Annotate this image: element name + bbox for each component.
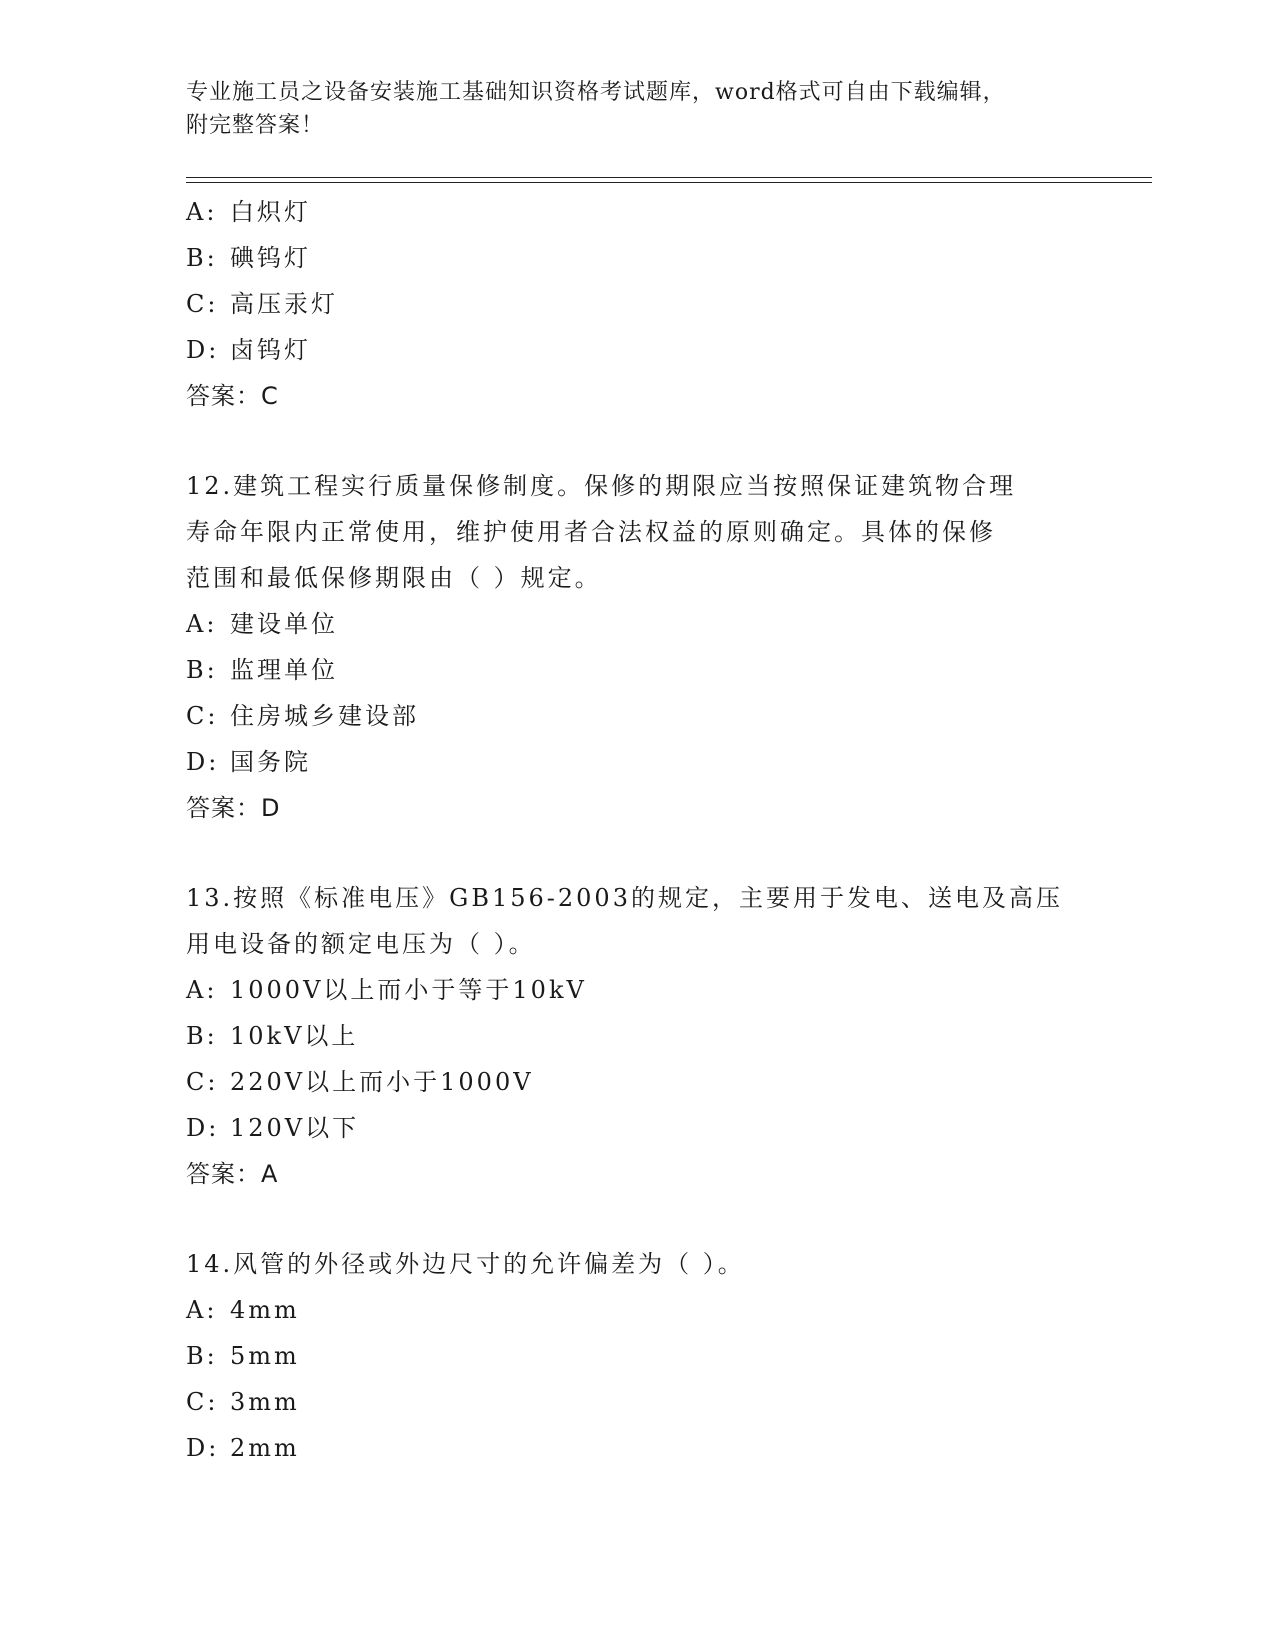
answer-line: 答案：A — [186, 1160, 279, 1188]
option-d: D: 120V以下 — [186, 1114, 360, 1142]
option-b: B: 5mm — [186, 1342, 300, 1370]
question-13 — [186, 875, 1086, 1197]
question-text-line: 14.风管的外径或外边尺寸的允许偏差为（ ）。 — [186, 1250, 745, 1278]
option-b: B: 监理单位 — [186, 656, 338, 684]
option-a: A: 4mm — [186, 1296, 300, 1324]
option-c: C: 220V以上而小于1000V — [186, 1068, 534, 1096]
question-text — [186, 875, 1086, 967]
option-c: C: 3mm — [186, 1388, 300, 1416]
header-line-2: 附完整答案！ — [186, 113, 325, 138]
question-text-line: 13.按照《标准电压》GB156-2003的规定，主要用于发电、送电及高压 — [186, 884, 1063, 912]
answer-line: 答案：C — [186, 382, 279, 410]
option-c: C: 住房城乡建设部 — [186, 702, 419, 730]
question-text-line: 范围和最低保修期限由（ ）规定。 — [186, 564, 602, 592]
option-a: A: 白炽灯 — [186, 198, 311, 226]
question-text-line: 用电设备的额定电压为（ ）。 — [186, 930, 536, 958]
option-d: D: 2mm — [186, 1434, 300, 1462]
option-d: D: 卤钨灯 — [186, 336, 311, 364]
option-c: C: 高压汞灯 — [186, 290, 338, 318]
question-text — [186, 463, 1086, 601]
option-a: A: 建设单位 — [186, 610, 338, 638]
question-text-line: 12.建筑工程实行质量保修制度。保修的期限应当按照保证建筑物合理 — [186, 472, 1017, 500]
option-b: B: 10kV以上 — [186, 1022, 359, 1050]
option-d: D: 国务院 — [186, 748, 311, 776]
document-header — [186, 76, 1086, 142]
question-11 — [186, 189, 1086, 419]
question-12 — [186, 463, 1086, 831]
option-b: B: 碘钨灯 — [186, 244, 311, 272]
question-text — [186, 1241, 1086, 1287]
header-rule-bottom — [186, 182, 1152, 183]
header-line-1: 专业施工员之设备安装施工基础知识资格考试题库，word格式可自由下载编辑， — [186, 80, 1006, 105]
question-text-line: 寿命年限内正常使用，维护使用者合法权益的原则确定。具体的保修 — [186, 518, 996, 546]
option-a: A: 1000V以上而小于等于10kV — [186, 976, 587, 1004]
question-14 — [186, 1241, 1086, 1471]
question-list — [186, 189, 1086, 1471]
header-rule-top — [186, 177, 1152, 178]
answer-line: 答案：D — [186, 794, 281, 822]
